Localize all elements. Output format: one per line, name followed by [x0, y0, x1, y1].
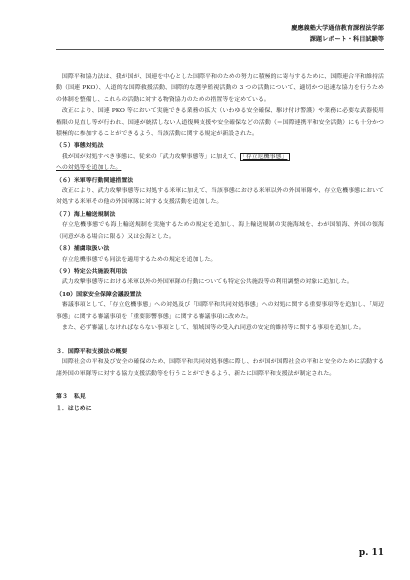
paragraph-pow: 存立危機事態でも同法を適用するための規定を追加した。	[61, 256, 217, 263]
paragraph-us-forces-measures: 改正により、武力攻撃事態等に対処する米軍に加えて、当該事態における米軍以外の外国軍隊や、存立危機事態において対処する米軍その他の外国軍隊に対する支援活動を追加した。	[56, 188, 384, 206]
paragraph-amendment: 改正により、国連 PKO 等において実施できる業務の拡大（いわゆる安全確保、駆け付け警護）や業務に必要な武器使用権限の見直し等が行われ、国連が統括しない人道復興支援や安全確保などの活動（＝国際連携平和安全活動）にも十分かつ積極的に参加することができるよう、当該活動に関する規定が新設された。	[56, 108, 384, 138]
heading-section-opinion: 第３ 私見	[56, 393, 86, 401]
paragraph-nsc-deliberation: 審議事項として、「存立危機事態」への対処及び「国際平和共同対処事態」への対処に関する重要事項等を追加し、「周辺事態」に関する審議事項を「重要影響事態」に関する審議事項に改めた。	[56, 302, 384, 320]
text-situation-post: への対処等を追加した。	[56, 165, 122, 172]
heading-peace-support-law: ３．国際平和支援法の概要	[56, 347, 128, 355]
paragraph-public-facilities: 武力攻撃事態等における米軍以外の外国軍隊の行動についても特定公共施設等の利用調整の対象に追加した。	[61, 279, 353, 286]
spacer	[56, 380, 384, 391]
heading-nsc-law: （10）国家安全保障会議設置法	[56, 290, 142, 298]
heading-us-forces-measures-law: （６）米軍等行動関連措置法	[56, 176, 134, 184]
page-header	[291, 23, 384, 45]
header-institution: 慶應義塾大学通信教育課程法学部	[291, 25, 384, 32]
paragraph-maritime-transport: 存立危機事態でも海上輸送規制を実施するための規定を追加し、海上輸送規制の実施海域を、わが国領海、外国の領海（同意がある場合に限る）又は公海とした。	[56, 222, 384, 240]
page-number: p. 11	[358, 548, 384, 558]
text-survival-crisis-boxed: 「存立危機事態」	[240, 153, 291, 161]
header-rule	[56, 49, 384, 50]
heading-introduction: １．はじめに	[56, 404, 92, 412]
paragraph-peace-support: 国際社会の平和及び安全の確保のため、国際平和共同対処事態に際し、わが国が国際社会の平和と安全のために活動する諸外国の軍隊等に対する協力支援活動等を行うことができるよう、新たに国際平和支援法が制定された。	[56, 359, 384, 377]
heading-public-facilities-law: （９）特定公共施設利用法	[56, 267, 128, 275]
text-situation-pre: 我が国が対処すべき事態に、従来の「武力攻撃事態等」に加えて、	[61, 153, 240, 160]
heading-maritime-transport-law: （７）海上輸送規制法	[56, 210, 116, 218]
paragraph-nsc-mandatory: また、必ず審議しなければならない事項として、領域国等の受入れ同意の安定的維持等に関する事項を追加した。	[61, 324, 365, 331]
heading-situation-response-law: （５）事態対処法	[56, 142, 104, 150]
paragraph-peacekeeping-law: 国際平和協力法は、我が国が、国連を中心とした国際平和のための努力に積極的に寄与するために、国際連合平和維持活動（国連 PKO）、人道的な国際救援活動、国際的な選挙監視活動の 3 つの活動について、適切かつ迅速な協力を行うための体制を整備し、これらの活動に対する物資協力のための措置等を定めている。	[56, 74, 384, 103]
document-body	[56, 72, 384, 414]
spacer	[56, 334, 384, 345]
paragraph-situation-response	[56, 152, 384, 175]
header-subtitle: 課題レポート・科目試験等	[309, 36, 384, 43]
heading-pow-law: （８）捕虜取扱い法	[56, 245, 110, 253]
